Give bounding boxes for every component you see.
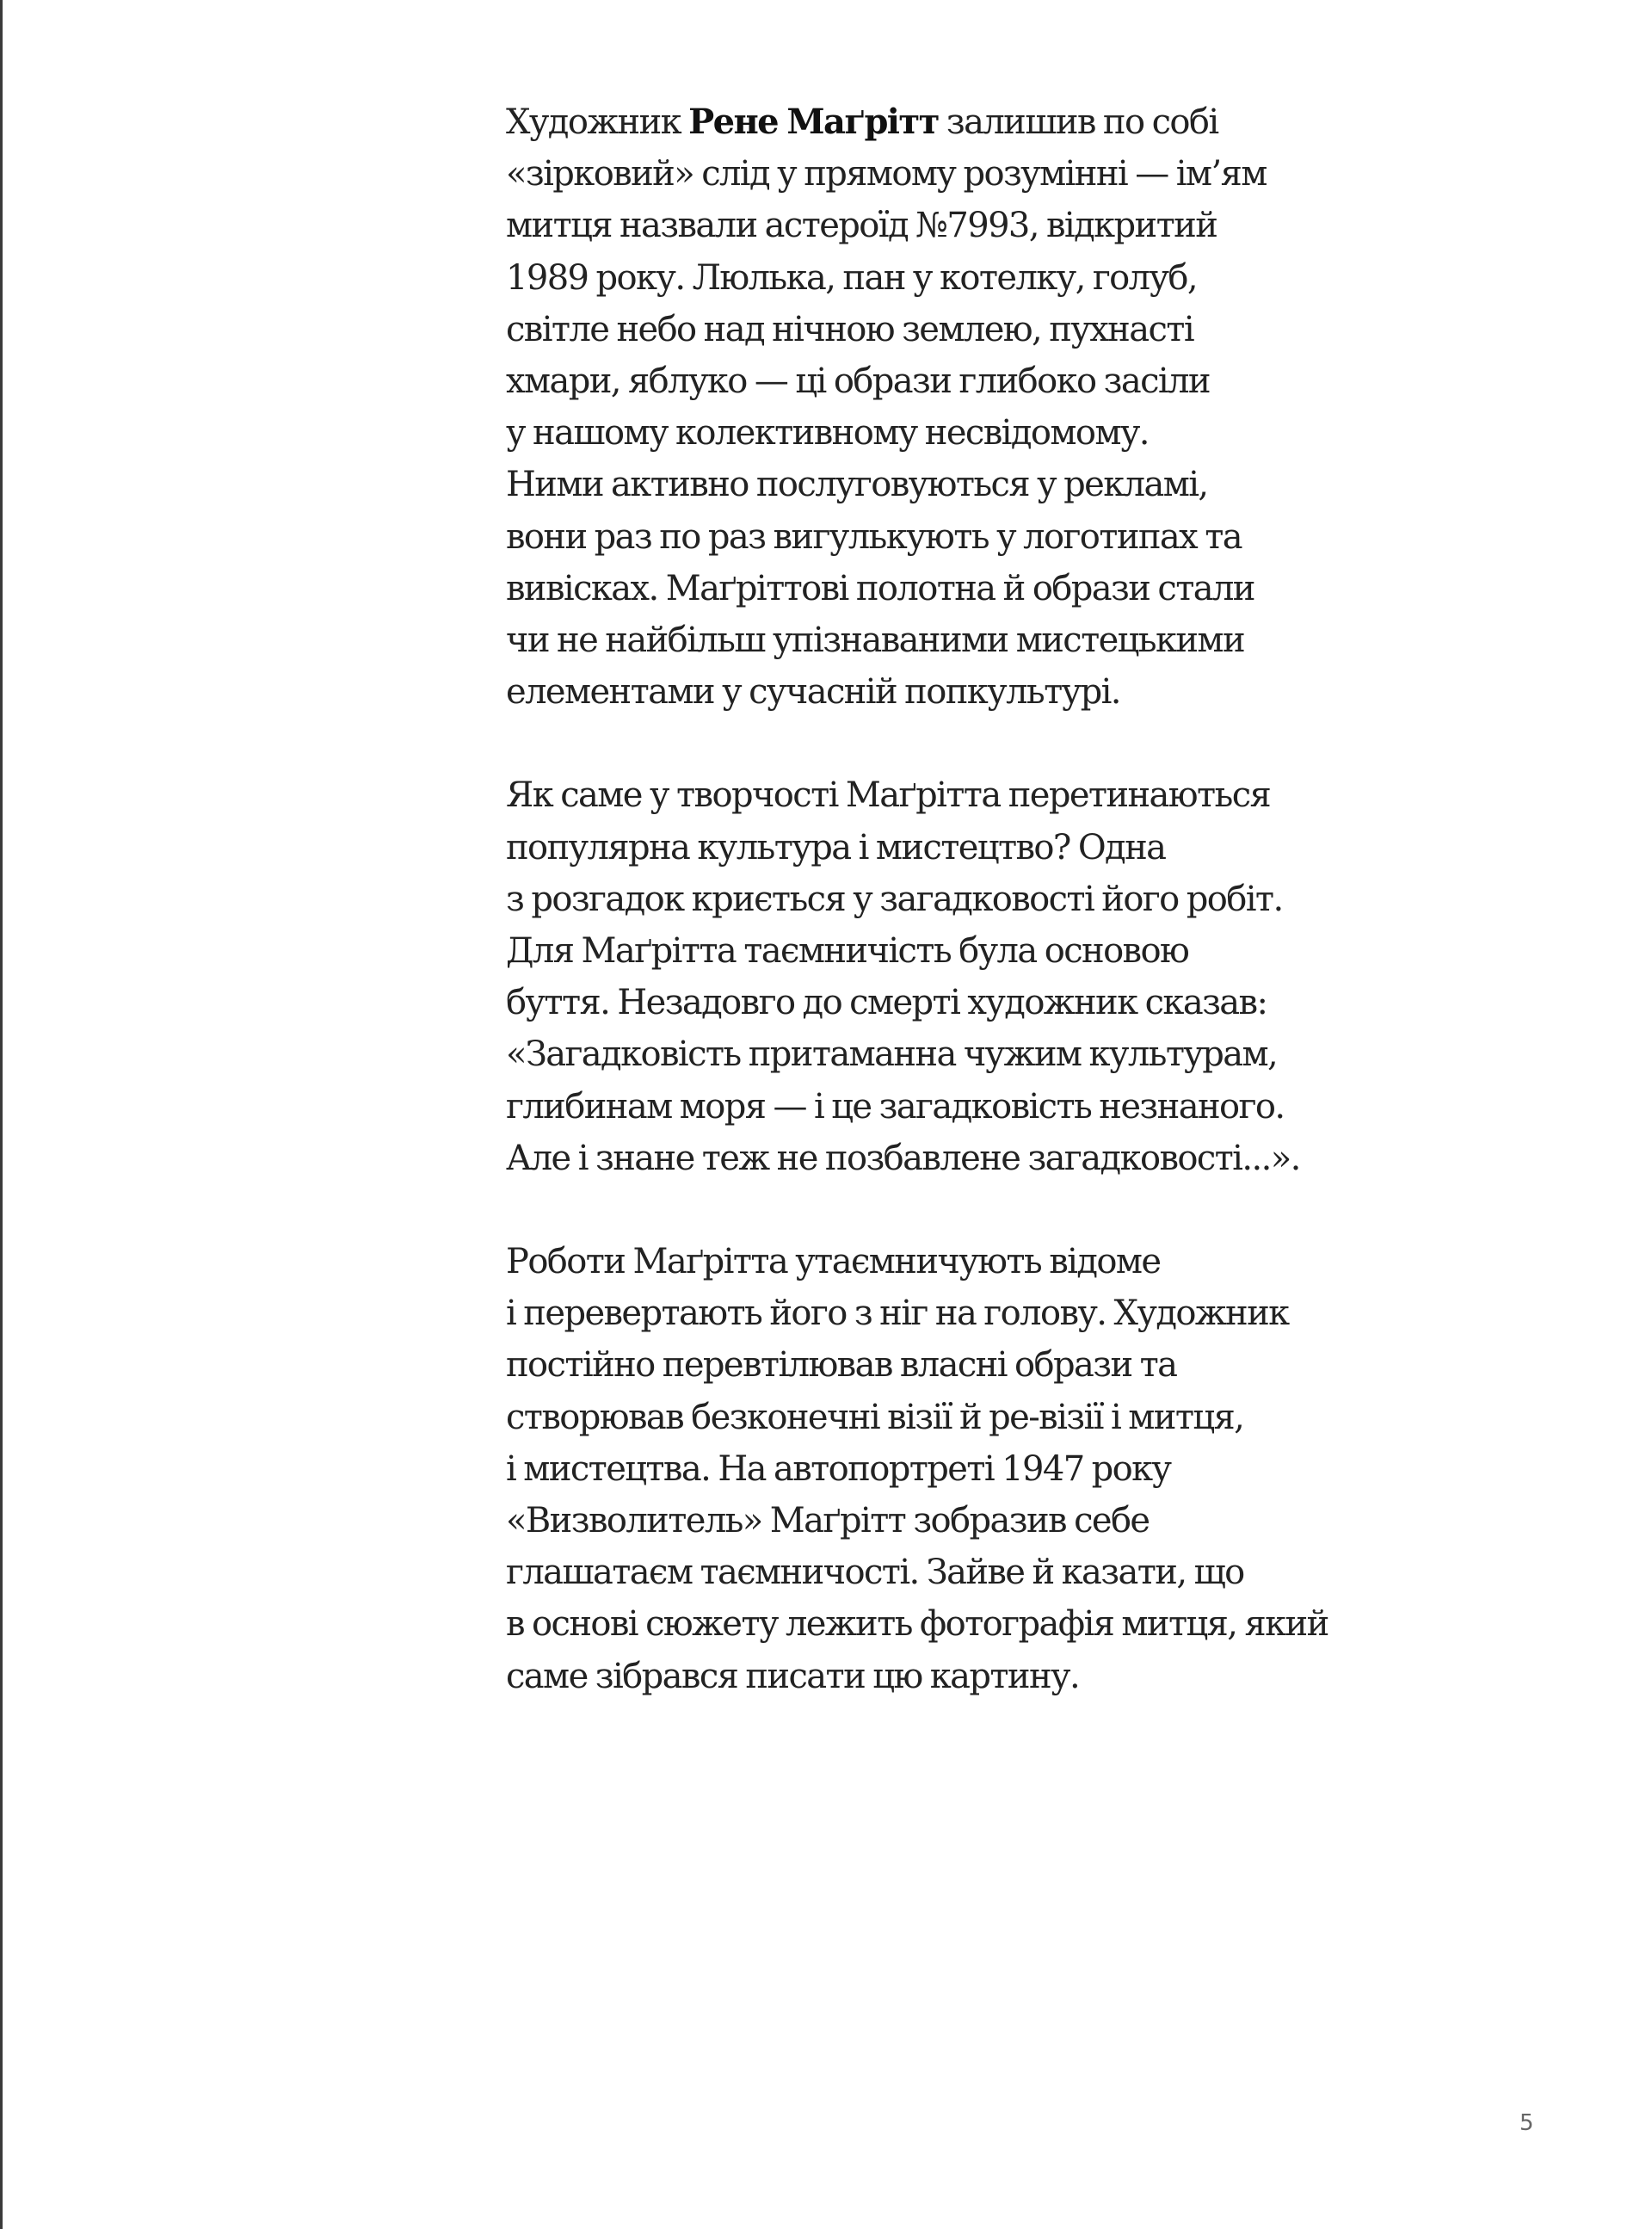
text-line: у нашому колективному несвідомому. (506, 413, 1149, 454)
text-line: чи не найбільш упізнаваними мистецькими (506, 621, 1244, 661)
text-line: з розгадок криється у загадковості його робіт. (506, 879, 1283, 919)
text-line: саме зібрався писати цю картину. (506, 1656, 1080, 1696)
text-line: хмари, яблуко — ці образи глибоко засіли (506, 361, 1210, 402)
body-text (506, 96, 1624, 1754)
artist-name-bold: Рене Маґрітт (688, 102, 939, 142)
text-line: постійно перевтілював власні образи та (506, 1345, 1177, 1386)
text-line: світле небо над нічною землею, пухнасті (506, 309, 1194, 349)
page-edge-border (0, 0, 3, 2229)
text-line: «Визволитель» Маґрітт зобразив себе (506, 1501, 1150, 1541)
text-line: митця назвали астероїд №7993, відкритий (506, 206, 1217, 246)
text-line: Для Маґрітта таємничість була основою (506, 931, 1189, 972)
text-line: і перевертають його з ніг на голову. Художник (506, 1294, 1289, 1334)
text-line: популярна культура і мистецтво? Одна (506, 827, 1166, 868)
text-line: «Загадковість притаманна чужим культурам, (506, 1034, 1278, 1075)
text-line: Роботи Маґрітта утаємничують відоме (506, 1242, 1161, 1282)
text-line: глибинам моря — і це загадковість незнаного. (506, 1086, 1285, 1127)
text-line: вони раз по раз вигулькують у логотипах та (506, 516, 1242, 557)
text-line: вивісках. Маґріттові полотна й образи стали (506, 568, 1254, 608)
text-line: буття. Незадовго до смерті художник сказав: (506, 983, 1267, 1023)
text-line (506, 96, 1624, 148)
paragraph-1 (506, 96, 1624, 718)
text-line: Ними активно послуговуються у рекламі, (506, 465, 1208, 505)
page-number: 5 (1519, 2110, 1534, 2136)
text-line: «зірковий» слід у прямому розумінні — ім’ям (506, 154, 1267, 194)
paragraph-3 (506, 1236, 1624, 1702)
text-line: і мистецтва. На автопортреті 1947 року (506, 1448, 1171, 1489)
text-line: елементами у сучасній попкультурі. (506, 672, 1120, 713)
text-line: 1989 року. Люлька, пан у котелку, голуб, (506, 257, 1198, 298)
text-line: Але і знане теж не позбавлене загадковості...». (506, 1138, 1300, 1178)
text-span: залишив по собі (938, 102, 1218, 142)
text-line: глашатаєм таємничості. Зайве й казати, що (506, 1553, 1244, 1593)
paragraph-2 (506, 769, 1624, 1184)
text-line: в основі сюжету лежить фотографія митця, який (506, 1604, 1328, 1645)
text-line: Як саме у творчості Маґрітта перетинаються (506, 775, 1271, 816)
text-line: створював безконечні візії й ре-візії і митця, (506, 1397, 1244, 1437)
text-span: Художник (506, 102, 689, 142)
